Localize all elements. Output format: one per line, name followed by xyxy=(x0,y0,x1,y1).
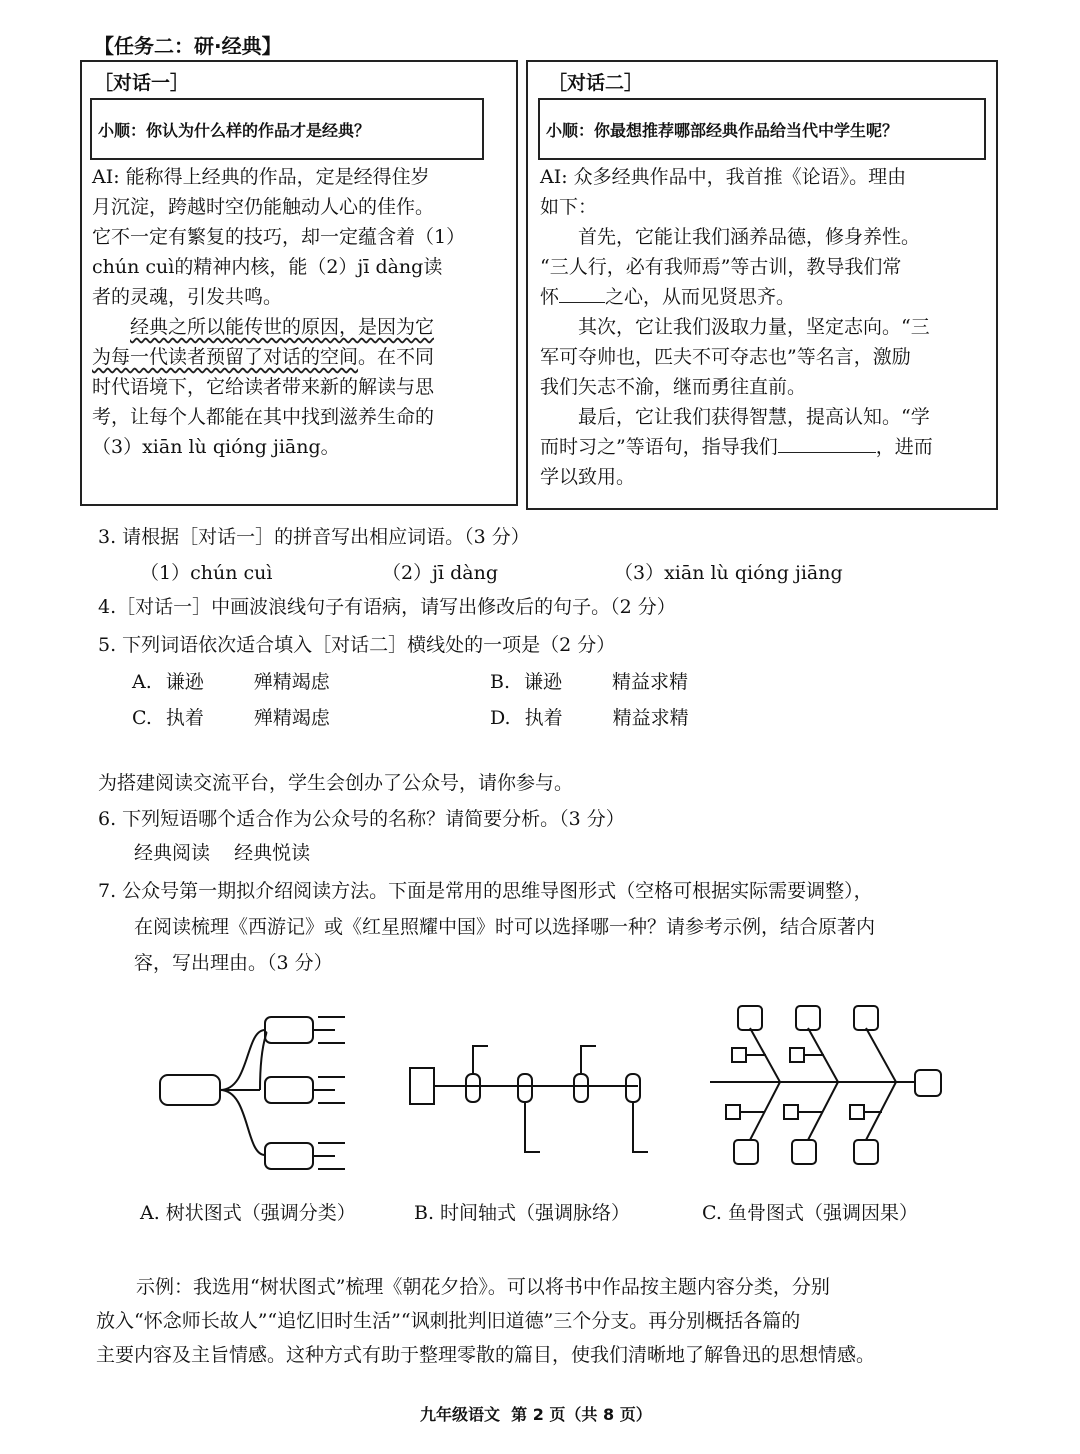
text-line: AI: 众多经典作品中，我首推《论语》。理由 xyxy=(540,166,907,188)
blank-line-1[interactable] xyxy=(559,282,605,303)
text-line: 月沉淀，跨越时空仍能触动人心的佳作。 xyxy=(92,196,435,218)
tree-branch-box xyxy=(265,1143,313,1169)
text-line: 首先，它能让我们涵养品德，修身养性。 xyxy=(578,226,921,248)
diagram-b-caption: B. 时间轴式（强调脉络） xyxy=(414,1202,631,1224)
text-line: 它不一定有繁复的技巧，却一定蕴含着（1） xyxy=(92,226,466,248)
text-line: 最后，它让我们获得智慧，提高认知。“学 xyxy=(578,406,930,428)
page-footer: 九年级语文 第 2 页（共 8 页） xyxy=(420,1405,652,1424)
timeline-start-box xyxy=(410,1068,434,1104)
option-b[interactable]: B. 谦逊 精益求精 xyxy=(490,671,689,693)
diagram-c-caption: C. 鱼骨图式（强调因果） xyxy=(702,1202,918,1224)
dialogue-one-question: 小顺：你认为什么样的作品才是经典？ xyxy=(90,98,484,160)
question-7-line-1: 7. 公众号第一期拟介绍阅读方法。下面是常用的思维导图形式（空格可根据实际需要调整）， xyxy=(98,880,873,902)
text-line: 军可夺帅也，匹夫不可夺志也”等名言，激励 xyxy=(540,346,911,368)
diagram-a-caption: A. 树状图式（强调分类） xyxy=(140,1202,356,1224)
timeline-diagram xyxy=(400,1040,660,1160)
text-line: 我们矢志不渝，继而勇往直前。 xyxy=(540,376,807,398)
text-line: 而时习之”等语句，指导我们 ，进而 xyxy=(540,432,933,462)
text-line: 者的灵魂，引发共鸣。 xyxy=(92,286,283,308)
example-line-2: 放入“怀念师长故人”“追忆旧时生活”“讽刺批判旧道德”三个分支。再分别概括各篇的 xyxy=(96,1310,801,1332)
question-6: 6. 下列短语哪个适合作为公众号的名称？请简要分析。（3 分） xyxy=(98,808,625,830)
q3-pinyin-2: （2）jī dàng xyxy=(382,562,498,584)
text-line: 时代语境下，它给读者带来新的解读与思 xyxy=(92,376,435,398)
question-7-line-2: 在阅读梳理《西游记》或《红星照耀中国》时可以选择哪一种？请参考示例，结合原著内 xyxy=(134,916,876,938)
timeline-node xyxy=(466,1074,480,1102)
dialogue-two-text xyxy=(540,162,933,492)
dialogue-two-question: 小顺：你最想推荐哪部经典作品给当代中学生呢？ xyxy=(538,98,986,160)
tree-diagram xyxy=(150,995,350,1185)
tree-root-box xyxy=(160,1075,220,1105)
text-line: AI: 能称得上经典的作品，定是经得住岁 xyxy=(92,166,430,188)
timeline-node xyxy=(574,1074,588,1102)
q3-pinyin-3: （3）xiān lù qióng jiāng xyxy=(614,562,843,584)
q6-phrases: 经典阅读 经典悦读 xyxy=(134,842,311,864)
option-a[interactable]: A. 谦逊 殚精竭虑 xyxy=(132,671,330,693)
dialogue-one-text xyxy=(92,162,465,462)
fishbone-diagram xyxy=(700,1000,950,1175)
text-line: chún cuì的精神内核，能（2）jī dàng读 xyxy=(92,256,443,278)
text-line: “三人行，必有我师焉”等古训，教导我们常 xyxy=(540,256,902,278)
timeline-node xyxy=(626,1074,640,1102)
text-line: 其次，它让我们汲取力量，坚定志向。“三 xyxy=(578,316,930,338)
option-c[interactable]: C. 执着 殚精竭虑 xyxy=(132,707,330,729)
question-4: 4.［对话一］中画波浪线句子有语病，请写出修改后的句子。（2 分） xyxy=(98,596,676,618)
tree-branch-box xyxy=(265,1017,313,1043)
wavy-line-1: 经典之所以能传世的原因，是因为它 xyxy=(130,316,435,338)
example-line-1: 示例：我选用“树状图式”梳理《朝花夕拾》。可以将书中作品按主题内容分类，分别 xyxy=(136,1276,830,1298)
task-title: 【任务二：研·经典】 xyxy=(94,34,282,58)
question-7-line-3: 容，写出理由。（3 分） xyxy=(134,952,333,974)
text-line: 如下： xyxy=(540,196,598,218)
dialogue-one-label: ［对话一］ xyxy=(94,72,190,94)
question-3: 3. 请根据［对话一］的拼音写出相应词语。（3 分） xyxy=(98,526,530,548)
blank-line-2[interactable] xyxy=(778,432,876,453)
text-line: （3）xiān lù qióng jiāng。 xyxy=(92,436,340,458)
question-5: 5. 下列词语依次适合填入［对话二］横线处的一项是（2 分） xyxy=(98,634,616,656)
text-line: 考，让每个人都能在其中找到滋养生命的 xyxy=(92,406,435,428)
q3-pinyin-1: （1）chún cuì xyxy=(140,562,273,584)
example-line-3: 主要内容及主旨情感。这种方式有助于整理零散的篇目，使我们清晰地了解鲁迅的思想情感。 xyxy=(96,1344,876,1366)
timeline-node xyxy=(518,1074,532,1102)
text-line: 学以致用。 xyxy=(540,466,636,488)
tree-branch-box xyxy=(265,1077,313,1103)
dialogue-two-label: ［对话二］ xyxy=(548,72,644,94)
fishbone-head-box xyxy=(915,1070,941,1096)
option-d[interactable]: D. 执着 精益求精 xyxy=(490,707,689,729)
text-line: 怀 之心，从而见贤思齐。 xyxy=(540,282,933,312)
intro-text: 为搭建阅读交流平台，学生会创办了公众号，请你参与。 xyxy=(98,772,574,794)
wavy-line-2: 为每一代读者预留了对话的空间。在不同 xyxy=(92,346,435,368)
